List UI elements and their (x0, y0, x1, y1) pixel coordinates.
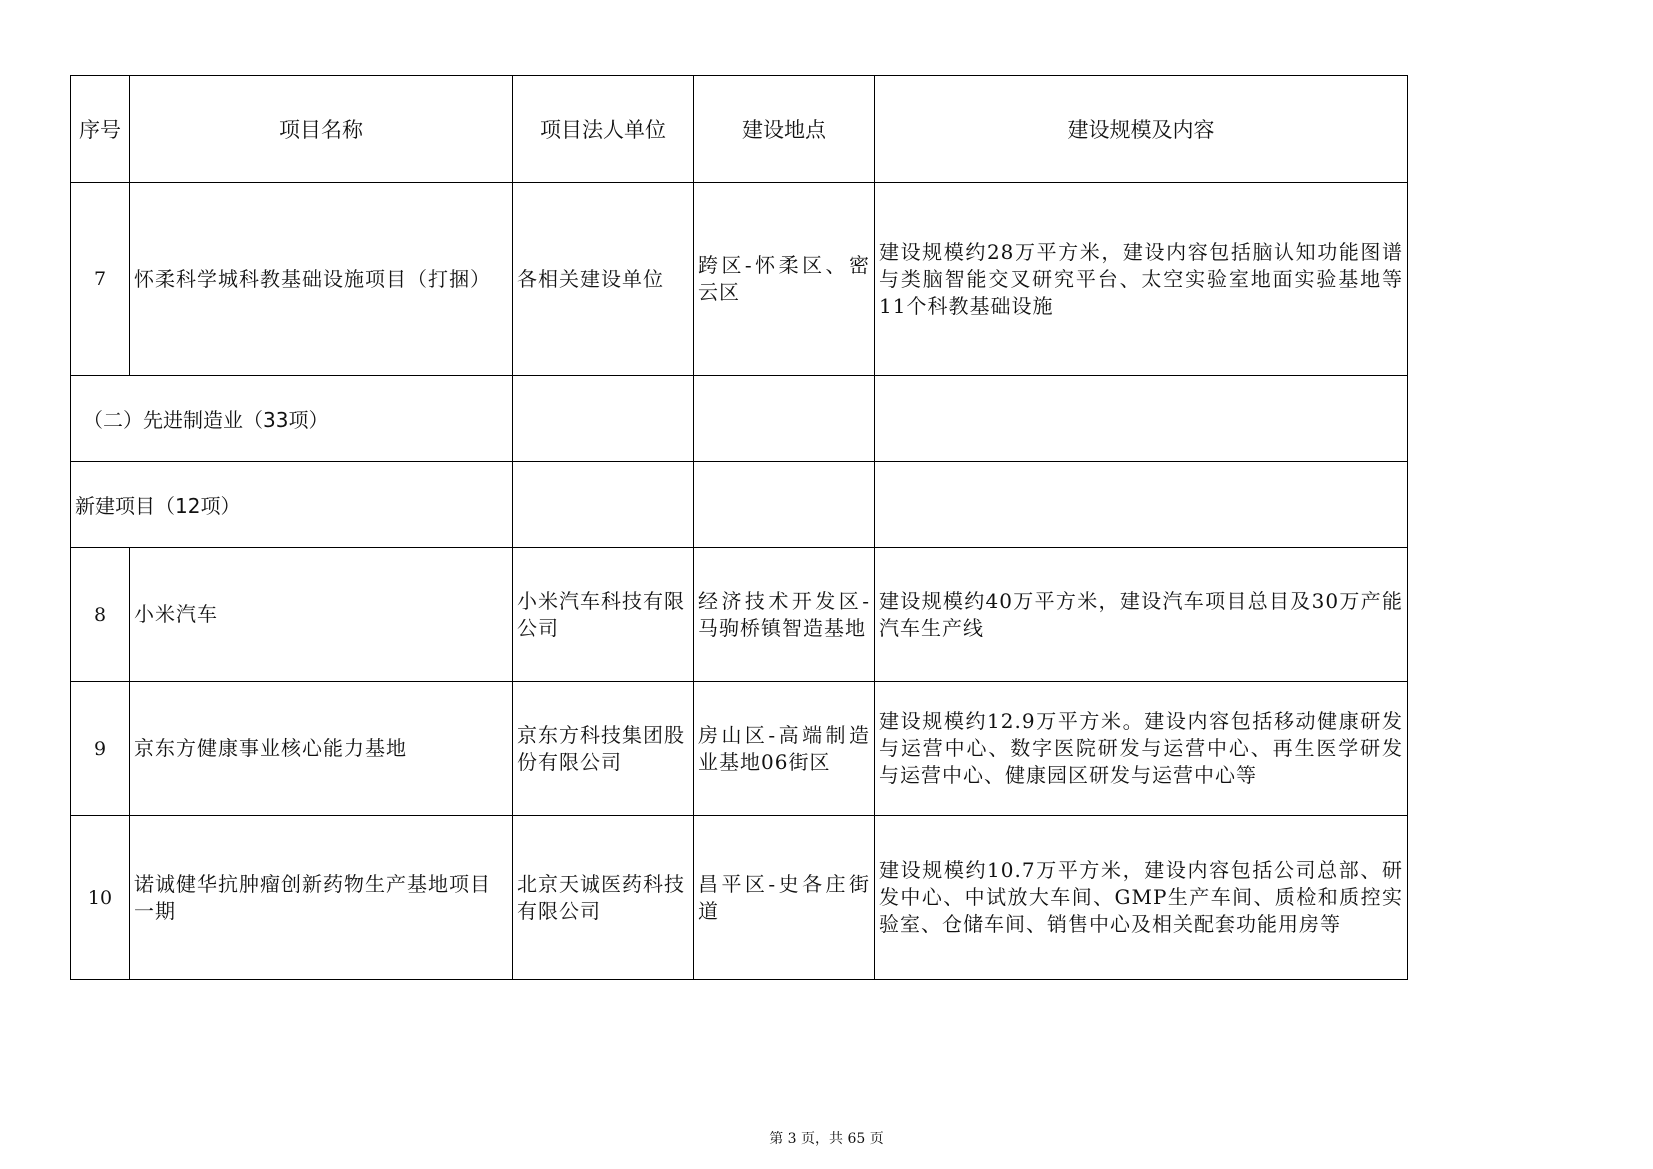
row-scale-content: 建设规模约40万平方米，建设汽车项目总目及30万产能汽车生产线 (875, 548, 1408, 682)
empty-cell (513, 376, 694, 462)
header-row (71, 76, 1408, 183)
row-location: 跨区-怀柔区、密云区 (694, 183, 875, 376)
section-title-subcategory: 新建项目（12项） (71, 462, 513, 548)
table-row (71, 816, 1408, 980)
row-seq: 10 (71, 816, 130, 980)
empty-cell (694, 376, 875, 462)
section-row (71, 376, 1408, 462)
header-seq: 序号 (71, 76, 130, 183)
row-legal-unit: 各相关建设单位 (513, 183, 694, 376)
page-number: 第 3 页，共 65 页 (769, 1131, 884, 1147)
row-seq: 8 (71, 548, 130, 682)
row-legal-unit: 北京天诚医药科技有限公司 (513, 816, 694, 980)
row-project-name: 京东方健康事业核心能力基地 (130, 682, 513, 816)
row-legal-unit: 京东方科技集团股份有限公司 (513, 682, 694, 816)
header-name: 项目名称 (130, 76, 513, 183)
row-seq: 9 (71, 682, 130, 816)
table-row (71, 183, 1408, 376)
row-legal-unit: 小米汽车科技有限公司 (513, 548, 694, 682)
row-project-name: 怀柔科学城科教基础设施项目（打捆） (130, 183, 513, 376)
empty-cell (875, 376, 1408, 462)
row-location: 房山区-高端制造业基地06街区 (694, 682, 875, 816)
project-table (70, 75, 1408, 980)
empty-cell (875, 462, 1408, 548)
section-row (71, 462, 1408, 548)
row-project-name: 诺诚健华抗肿瘤创新药物生产基地项目一期 (130, 816, 513, 980)
header-location: 建设地点 (694, 76, 875, 183)
row-seq: 7 (71, 183, 130, 376)
row-scale-content: 建设规模约12.9万平方米。建设内容包括移动健康研发与运营中心、数字医院研发与运营中心、再生医学研发与运营中心、健康园区研发与运营中心等 (875, 682, 1408, 816)
row-location: 经济技术开发区-马驹桥镇智造基地 (694, 548, 875, 682)
table-row (71, 548, 1408, 682)
empty-cell (513, 462, 694, 548)
row-location: 昌平区-史各庄街道 (694, 816, 875, 980)
table-row (71, 682, 1408, 816)
header-content: 建设规模及内容 (875, 76, 1408, 183)
row-project-name: 小米汽车 (130, 548, 513, 682)
section-title-category: （二）先进制造业（33项） (71, 376, 513, 462)
row-scale-content: 建设规模约10.7万平方米，建设内容包括公司总部、研发中心、中试放大车间、GMP生产车间、质检和质控实验室、仓储车间、销售中心及相关配套功能用房等 (875, 816, 1408, 980)
row-scale-content: 建设规模约28万平方米，建设内容包括脑认知功能图谱与类脑智能交叉研究平台、太空实验室地面实验基地等11个科教基础设施 (875, 183, 1408, 376)
empty-cell (694, 462, 875, 548)
header-unit: 项目法人单位 (513, 76, 694, 183)
